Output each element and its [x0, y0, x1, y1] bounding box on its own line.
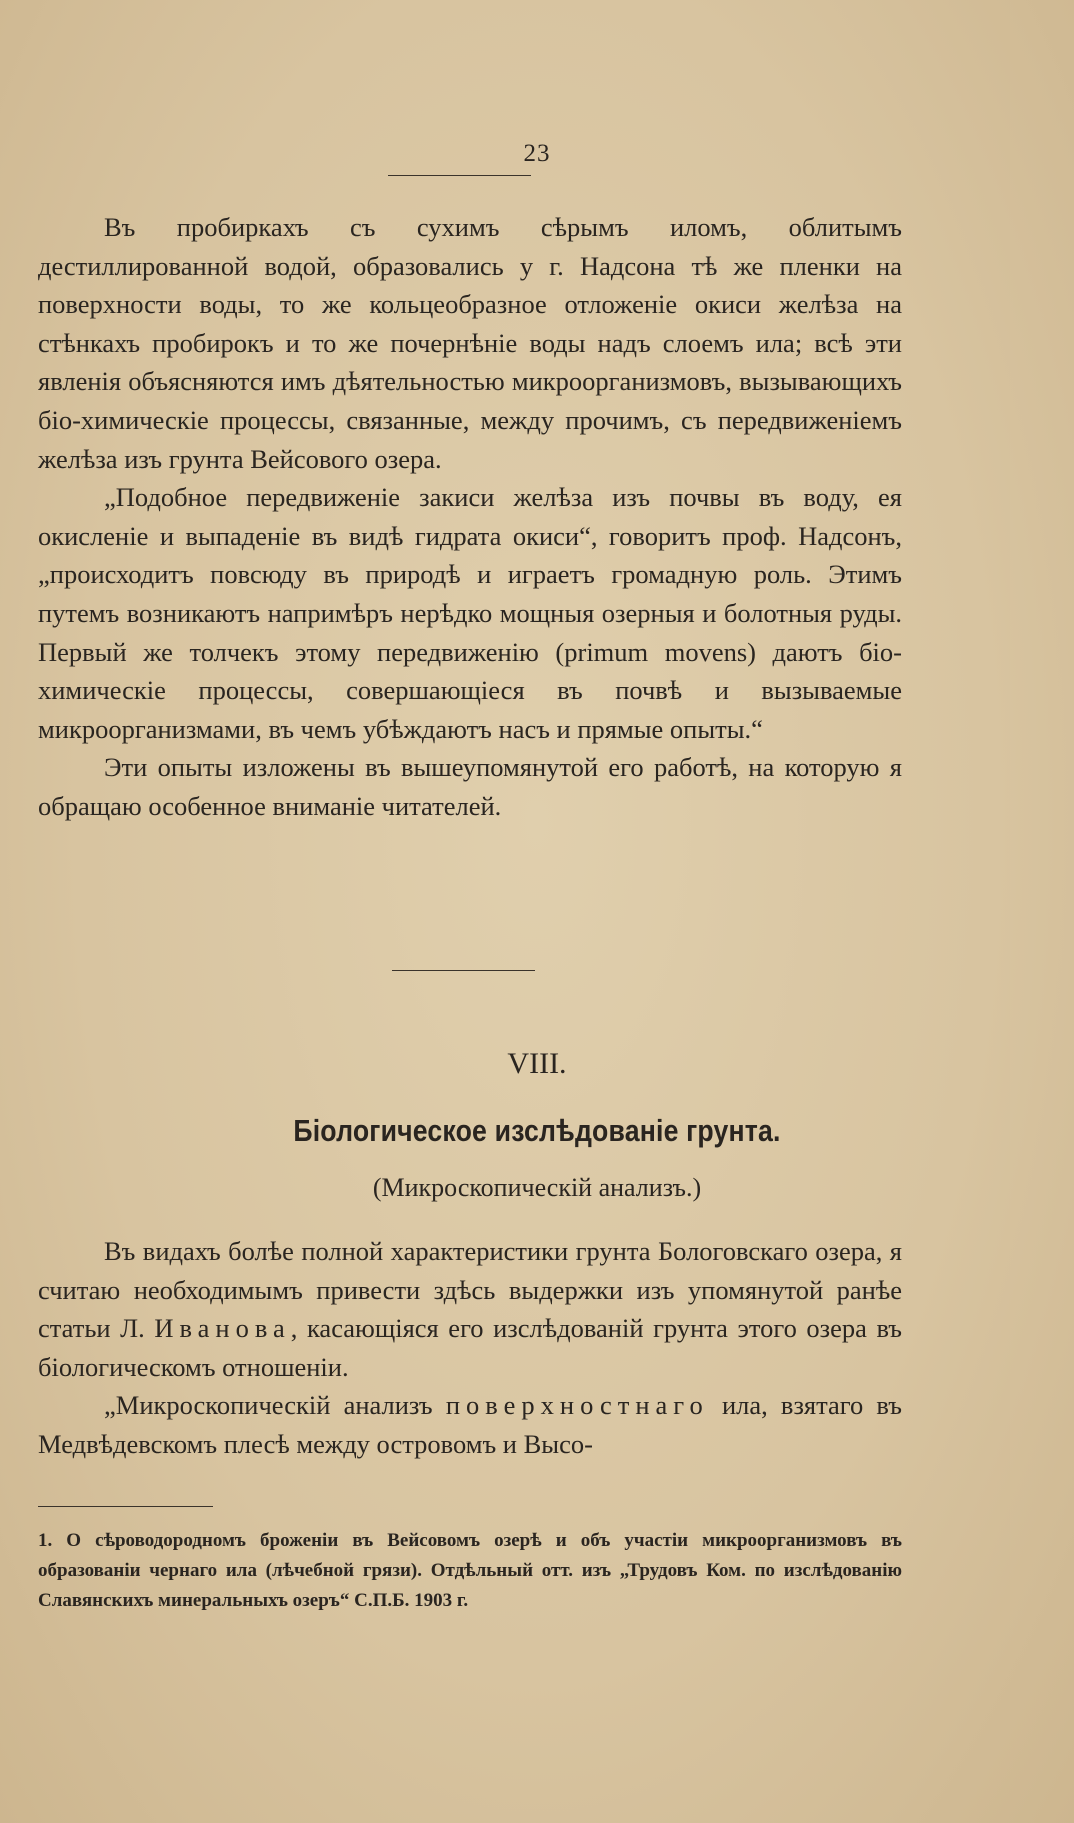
- paragraph-4: [38, 1232, 902, 1386]
- chapter-number: VIII.: [507, 1047, 567, 1080]
- spaced-word: поверхностнаго: [445, 1390, 709, 1421]
- footnote-rule: [38, 1506, 213, 1507]
- body-text-bottom: [38, 1232, 902, 1464]
- body-text-top: [38, 208, 902, 826]
- paragraph-4-text-b: , касающіяся его изслѣдованій грунта этого озера въ біологическомъ отношеніи.: [38, 1313, 902, 1382]
- paragraph-5: [38, 1386, 902, 1463]
- paragraph-2: „Подобное передвиженіе закиси желѣза изъ почвы въ воду, ея окисленіе и выпаденіе въ видѣ гидрата окиси“, говоритъ проф. Надсонъ, „происходитъ повсюду въ природѣ и играетъ громадную роль. Этимъ путемъ возникаютъ напримѣръ нерѣдко мощныя озерныя и болотныя руды. Первый же толчекъ этому передвиженію (primum movens) даютъ біо-химическіе процессы, совершающіеся въ почвѣ и вызываемые микроорганизмами, въ чемъ убѣждаютъ насъ и прямые опыты.“: [38, 482, 902, 744]
- page-number: 23: [523, 140, 551, 167]
- footnote: 1. О сѣроводородномъ броженіи въ Вейсовомъ озерѣ и объ участіи микроорганизмовъ въ образованіи чернаго ила (лѣчебной грязи). Отдѣльный отт. изъ „Трудовъ Ком. по изслѣдованію Славянскихъ минеральныхъ озеръ“ С.П.Б. 1903 г.: [38, 1530, 902, 1611]
- paragraph-5-text-a: „Микроскопическій анализъ: [104, 1390, 433, 1421]
- paragraph-3: Эти опыты изложены въ вышеупомянутой его работѣ, на которую я обращаю особенное вниманіе читателей.: [38, 752, 902, 821]
- section-subtitle: (Микроскопическій анализъ.): [372, 1173, 702, 1202]
- section-title: Біологическое изслѣдованіе грунта.: [293, 1113, 781, 1148]
- header-rule: [388, 175, 531, 176]
- section-divider: [392, 970, 535, 971]
- paragraph-5-text-b: ила, взятаго въ Медвѣдевскомъ плесѣ между островомъ и Высо-: [38, 1390, 902, 1459]
- author-name: Иванова: [154, 1313, 291, 1344]
- paragraph-4-text-a: Въ видахъ болѣе полной характеристики грунта Бологовскаго озера, я считаю необходимымъ привести здѣсь выдержки изъ упомянутой ранѣе статьи Л.: [38, 1236, 902, 1344]
- paragraph-1: Въ пробиркахъ съ сухимъ сѣрымъ иломъ, облитымъ дестиллированной водой, образовались у г. Надсона тѣ же пленки на поверхности воды, то же кольцеобразное отложеніе окиси желѣза на стѣнкахъ пробирокъ и то же почернѣніе воды надъ слоемъ ила; всѣ эти явленія объясняются имъ дѣятельностью микроорганизмовъ, вызывающихъ біо-химическіе процессы, связанные, между прочимъ, съ передвиженіемъ желѣза изъ грунта Вейсового озера.: [38, 212, 902, 474]
